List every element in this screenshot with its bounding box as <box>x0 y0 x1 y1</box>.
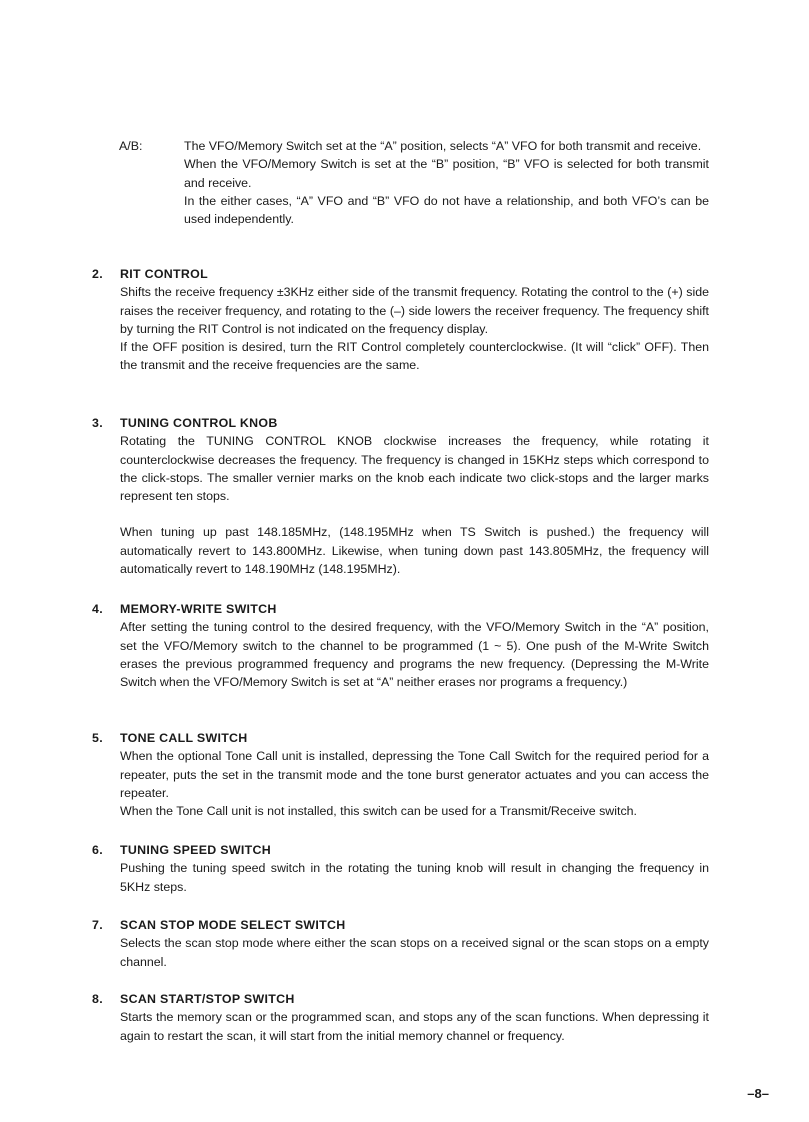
section-heading <box>92 916 709 934</box>
section-paragraph: Selects the scan stop mode where either the scan stops on a received signal or the scan stops on a empty channel. <box>120 936 709 969</box>
section-heading <box>92 729 709 747</box>
section-tuning-control-knob <box>92 414 709 578</box>
section-title: TONE CALL SWITCH <box>120 731 248 745</box>
section-title: SCAN STOP MODE SELECT SWITCH <box>120 918 346 932</box>
ab-paragraph: When the VFO/Memory Switch is set at the “B” position, “B” VFO is selected for both transmit and receive. <box>184 157 709 190</box>
section-paragraph: Rotating the TUNING CONTROL KNOB clockwise increases the frequency, while rotating it counterclockwise decreases the frequency. The frequency is changed in 15KHz steps which correspond to the click-stops. The smaller vernier marks on the knob each indicate two click-stops and the larger marks represent ten stops. <box>120 434 709 504</box>
section-tone-call-switch <box>92 729 709 820</box>
section-scan-stop-mode-select-switch <box>92 916 709 971</box>
section-body <box>120 618 709 691</box>
section-paragraph: Shifts the receive frequency ±3KHz either side of the transmit frequency. Rotating the control to the (+) side raises the receiver frequency, and rotating to the (–) side lowers the receiver frequency. The frequency shift by turning the RIT Control is not indicated on the frequency display. <box>120 285 709 336</box>
section-title: RIT CONTROL <box>120 267 208 281</box>
ab-switch-description <box>119 137 709 228</box>
section-paragraph: If the OFF position is desired, turn the RIT Control completely counterclockwise. (It will “click” OFF). Then the transmit and the receive frequencies are the same. <box>120 340 709 373</box>
section-body <box>120 747 709 820</box>
section-body <box>120 859 709 896</box>
section-memory-write-switch <box>92 600 709 691</box>
section-paragraph: When tuning up past 148.185MHz, (148.195MHz when TS Switch is pushed.) the frequency will automatically revert to 143.800MHz. Likewise, when tuning down past 143.805MHz, the frequency will automatically revert to 148.190MHz (148.195MHz). <box>120 525 709 577</box>
section-tuning-speed-switch <box>92 841 709 896</box>
ab-label: A/B: <box>119 139 143 153</box>
page-number: –8– <box>747 1086 769 1101</box>
section-heading <box>92 990 709 1008</box>
section-body <box>120 1008 709 1045</box>
section-paragraph: Pushing the tuning speed switch in the rotating the tuning knob will result in changing the frequency in 5KHz steps. <box>120 861 709 894</box>
section-paragraph: When the optional Tone Call unit is installed, depressing the Tone Call Switch for the required period for a repeater, puts the set in the transmit mode and the tone burst generator actuates and you can access the repeater. <box>120 749 709 800</box>
section-paragraph: Starts the memory scan or the programmed scan, and stops any of the scan functions. When depressing it again to restart the scan, it will start from the initial memory channel or frequency. <box>120 1010 709 1043</box>
section-title: SCAN START/STOP SWITCH <box>120 992 295 1006</box>
section-title: MEMORY-WRITE SWITCH <box>120 602 277 616</box>
section-number: 2. <box>92 267 103 281</box>
section-number: 3. <box>92 416 103 430</box>
section-paragraph: When the Tone Call unit is not installed, this switch can be used for a Transmit/Receive switch. <box>120 804 637 819</box>
section-heading <box>92 841 709 859</box>
section-body <box>120 432 709 578</box>
section-heading <box>92 414 709 432</box>
section-heading <box>92 265 709 283</box>
section-number: 7. <box>92 918 103 932</box>
ab-paragraph: The VFO/Memory Switch set at the “A” position, selects “A” VFO for both transmit and receive. <box>184 139 702 153</box>
section-body <box>120 934 709 971</box>
ab-body <box>184 137 709 228</box>
section-number: 4. <box>92 602 103 616</box>
section-rit-control <box>92 265 709 375</box>
section-scan-start-stop-switch <box>92 990 709 1045</box>
section-heading <box>92 600 709 618</box>
section-number: 8. <box>92 992 103 1006</box>
section-number: 6. <box>92 843 103 857</box>
ab-paragraph: In the either cases, “A” VFO and “B” VFO do not have a relationship, and both VFO’s can be used independently. <box>184 193 709 227</box>
section-title: TUNING CONTROL KNOB <box>120 416 278 430</box>
section-number: 5. <box>92 731 103 745</box>
section-title: TUNING SPEED SWITCH <box>120 843 271 857</box>
section-paragraph: After setting the tuning control to the desired frequency, with the VFO/Memory Switch in the “A” position, set the VFO/Memory switch to the channel to be programmed (1 ~ 5). One push of the M-Write Switch erases the previous programmed frequency and programs the new frequency. (Depressing the M-Write Switch when the VFO/Memory Switch is set at “A” neither erases nor programs a frequency.) <box>120 620 709 690</box>
section-body <box>120 283 709 374</box>
